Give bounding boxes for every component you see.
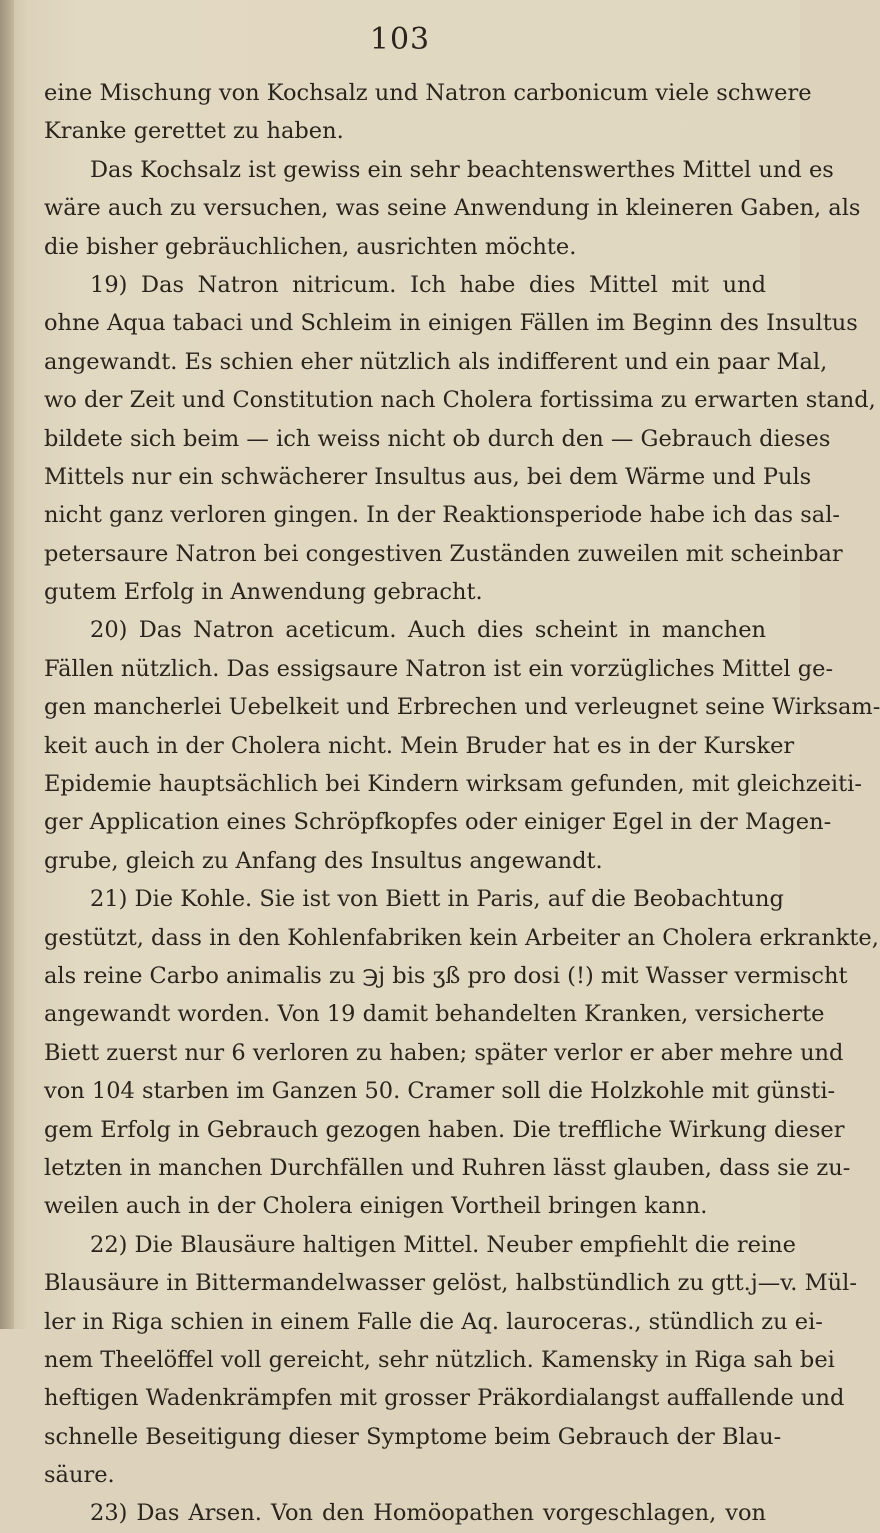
text-line: 23) Das Arsen. Von den Homöopathen vorgeschlagen, von — [90, 1500, 766, 1527]
text-line: grube, gleich zu Anfang des Insultus angewandt. — [44, 847, 603, 874]
text-line: bildete sich beim — ich weiss nicht ob durch den — Gebrauch dieses — [44, 425, 831, 452]
text-line: Mittels nur ein schwächerer Insultus aus, bei dem Wärme und Puls — [44, 463, 812, 490]
text-line: gen mancherlei Uebelkeit und Erbrechen und verleugnet seine Wirksam- — [44, 694, 880, 721]
text-line: ohne Aqua tabaci und Schleim in einigen Fällen im Beginn des Insultus — [44, 310, 858, 337]
text-line: schnelle Beseitigung dieser Symptome beim Gebrauch der Blau- — [44, 1423, 782, 1450]
text-line: säure. — [44, 1462, 115, 1489]
text-line: gestützt, dass in den Kohlenfabriken kein Arbeiter an Cholera erkrankte, — [44, 924, 879, 951]
text-line: wäre auch zu versuchen, was seine Anwendung in kleineren Gaben, als — [44, 195, 861, 222]
text-line: Epidemie hauptsächlich bei Kindern wirksam gefunden, mit gleichzeiti- — [44, 771, 862, 798]
text-line: Das Kochsalz ist gewiss ein sehr beachtenswerthes Mittel und es — [90, 156, 834, 183]
text-line: gem Erfolg in Gebrauch gezogen haben. Die treffliche Wirkung dieser — [44, 1116, 845, 1143]
text-line: die bisher gebräuchlichen, ausrichten möchte. — [44, 233, 577, 260]
text-line: petersaure Natron bei congestiven Zuständen zuweilen mit scheinbar — [44, 540, 843, 567]
text-line: Blausäure in Bittermandelwasser gelöst, halbstündlich zu gtt.j—v. Mül- — [44, 1270, 857, 1297]
text-line: von 104 starben im Ganzen 50. Cramer soll die Holzkohle mit günsti- — [44, 1078, 836, 1105]
text-line: wo der Zeit und Constitution nach Cholera fortissima zu erwarten stand, — [44, 387, 876, 414]
text-line: eine Mischung von Kochsalz und Natron carbonicum viele schwere — [44, 80, 812, 106]
text-line: Fällen nützlich. Das essigsaure Natron ist ein vorzügliches Mittel ge- — [44, 655, 834, 682]
text-line: keit auch in der Cholera nicht. Mein Bruder hat es in der Kursker — [44, 732, 795, 759]
text-line: angewandt worden. Von 19 damit behandelten Kranken, versicherte — [44, 1001, 825, 1028]
text-line: Kranke gerettet zu haben. — [44, 118, 344, 145]
text-line: Biett zuerst nur 6 verloren zu haben; später verlor er aber mehre und — [44, 1039, 844, 1066]
text-line: nem Theelöffel voll gereicht, sehr nützlich. Kamensky in Riga sah bei — [44, 1346, 835, 1373]
text-line: ler in Riga schien in einem Falle die Aq. lauroceras., stündlich zu ei- — [44, 1308, 823, 1335]
text-line: letzten in manchen Durchfällen und Ruhren lässt glauben, dass sie zu- — [44, 1154, 851, 1181]
text-line: heftigen Wadenkrämpfen mit grosser Präkordialangst auffallende und — [44, 1385, 845, 1412]
text-line: gutem Erfolg in Anwendung gebracht. — [44, 579, 483, 606]
text-line: 21) Die Kohle. Sie ist von Biett in Paris, auf die Beobachtung — [90, 886, 784, 913]
text-line: nicht ganz verloren gingen. In der Reaktionsperiode habe ich das sal- — [44, 502, 840, 529]
text-line: angewandt. Es schien eher nützlich als indifferent und ein paar Mal, — [44, 348, 828, 375]
text-line: 22) Die Blausäure haltigen Mittel. Neuber empfiehlt die reine — [90, 1231, 796, 1258]
text-line: ger Application eines Schröpfkopfes oder einiger Egel in der Magen- — [44, 809, 832, 836]
text-line: als reine Carbo animalis zu ℈j bis ʒß pro dosi (!) mit Wasser vermischt — [44, 962, 848, 989]
text-line: 20) Das Natron aceticum. Auch dies scheint in manchen — [90, 617, 766, 644]
text-line: 19) Das Natron nitricum. Ich habe dies Mittel mit und — [90, 271, 766, 298]
page-number: 103 — [369, 22, 431, 57]
body-text — [44, 74, 880, 1533]
text-line: weilen auch in der Cholera einigen Vortheil bringen kann. — [44, 1193, 708, 1220]
page-edge — [0, 0, 14, 1329]
